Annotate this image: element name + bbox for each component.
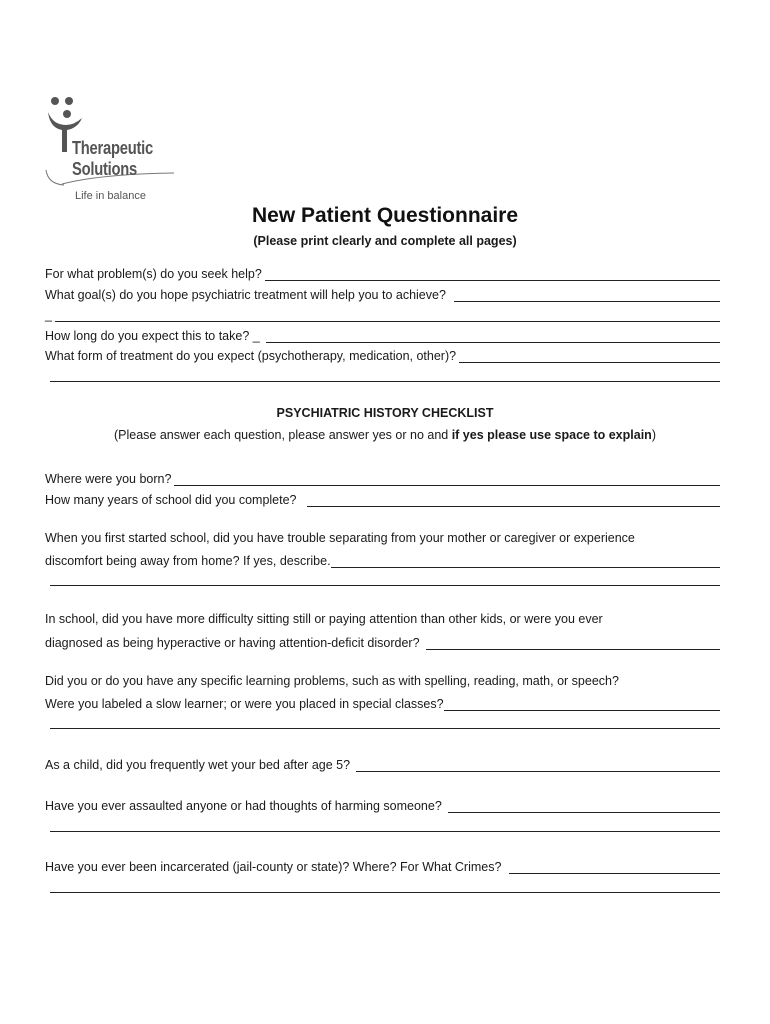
answer-line[interactable]: [331, 555, 720, 568]
answer-line[interactable]: [426, 637, 720, 650]
answer-line[interactable]: [50, 585, 720, 586]
brand-name-line2: Solutions: [72, 159, 138, 179]
question-label: For what problem(s) do you seek help?: [45, 267, 262, 281]
question-bedwetting: [45, 754, 720, 772]
brand-name-line1: Therapeutic: [72, 138, 153, 158]
question-school-years: [45, 489, 720, 507]
brand-tagline: Life in balance: [75, 190, 146, 202]
answer-line[interactable]: [444, 698, 720, 711]
answer-line[interactable]: [50, 831, 720, 832]
answer-line[interactable]: [356, 759, 720, 772]
question-goals: [45, 284, 720, 302]
answer-line[interactable]: [50, 892, 720, 893]
question-label: diagnosed as being hyperactive or having attention-deficit disorder?: [45, 636, 420, 650]
page-subtitle: (Please print clearly and complete all pages): [253, 234, 517, 248]
question-label: How many years of school did you complete?: [45, 493, 297, 507]
question-label: Have you ever assaulted anyone or had thoughts of harming someone?: [45, 799, 442, 813]
answer-line[interactable]: [174, 473, 720, 486]
answer-line[interactable]: [448, 800, 720, 813]
answer-line[interactable]: [265, 268, 720, 281]
question-label: _: [45, 308, 52, 322]
answer-line[interactable]: [307, 494, 720, 507]
question-goals-continued: [45, 304, 720, 322]
instruction-text: (Please answer each question, please answer yes or no and: [114, 428, 452, 442]
question-learning-line1: Did you or do you have any specific learning problems, such as with spelling, reading, math, or speech?: [45, 674, 619, 688]
question-learning: [45, 693, 720, 711]
answer-line[interactable]: [509, 861, 720, 874]
question-label: How long do you expect this to take? _: [45, 329, 260, 343]
answer-line[interactable]: [459, 350, 720, 363]
page-title: New Patient Questionnaire: [251, 204, 519, 227]
answer-line[interactable]: [50, 728, 720, 729]
question-label: What form of treatment do you expect (psychotherapy, medication, other)?: [45, 349, 457, 363]
answer-line[interactable]: [266, 330, 720, 343]
instruction-emphasis: if yes please use space to explain: [451, 428, 652, 442]
question-separation-line1: When you first started school, did you have trouble separating from your mother or caregiver or experience: [45, 531, 635, 545]
question-attention: [45, 632, 720, 650]
question-born: [45, 468, 720, 486]
checklist-instructions: [0, 428, 770, 442]
question-label: discomfort being away from home? If yes, describe.: [45, 554, 331, 568]
answer-line[interactable]: [50, 381, 720, 382]
question-duration: [45, 325, 720, 343]
question-label: As a child, did you frequently wet your bed after age 5?: [45, 758, 351, 772]
question-separation: [45, 550, 720, 568]
answer-line[interactable]: [454, 289, 720, 302]
question-label: Were you labeled a slow learner; or were you placed in special classes?: [45, 697, 444, 711]
question-incarceration: [45, 856, 720, 874]
question-attention-line1: In school, did you have more difficulty sitting still or paying attention than other kids, or were you ever: [45, 612, 603, 626]
question-label: Have you ever been incarcerated (jail-county or state)? Where? For What Crimes?: [45, 860, 502, 874]
question-treatment-form: [45, 345, 720, 363]
question-problems: [45, 263, 720, 281]
question-assault: [45, 795, 720, 813]
question-label: What goal(s) do you hope psychiatric treatment will help you to achieve?: [45, 288, 446, 302]
question-label: Where were you born?: [45, 472, 172, 486]
checklist-heading: PSYCHIATRIC HISTORY CHECKLIST: [276, 406, 494, 420]
instruction-close: ): [651, 428, 656, 442]
therapeutic-solutions-logo: [40, 92, 190, 210]
answer-line[interactable]: [55, 309, 720, 322]
